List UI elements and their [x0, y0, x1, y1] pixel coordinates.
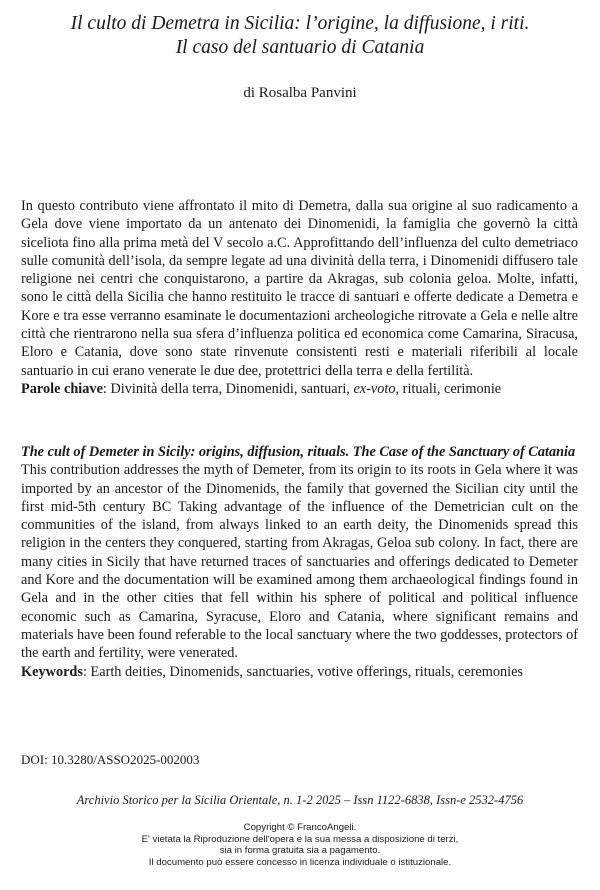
english-abstract-title: The cult of Demeter in Sicily: origins, diffusion, rituals. The Case of the Sanctuary of Catania: [21, 444, 576, 460]
copyright-notice: [0, 822, 600, 868]
copyright-line-2: E' vietata la Riproduzione dell'opera e la sua messa a disposizione di terzi,: [141, 833, 459, 845]
article-title-line-1: Il culto di Demetra in Sicilia: l’origine, la diffusione, i riti.: [70, 13, 530, 34]
copyright-line-3: sia in forma gratuita sia a pagamento.: [219, 845, 381, 856]
copyright-line-1: Copyright © FrancoAngeli.: [243, 822, 357, 833]
italian-abstract-body: In questo contributo viene affrontato il mito di Demetra, dalla sua origine al suo radicamento a Gela dove viene importato da un antenato dei Dinomenidi, la famiglia che governò la città siceliota fino alla prima metà del V secolo a.C. Approfittando dell’influenza del culto demetriaco sulle comunità dell’isola, da sempre legate ad una divinità della terra, i Dinomenidi diffusero tale religione nei centri che conquistarono, a partire da Akragas, sub colonia geloa. Molte, infatti, sono le città della Sicilia che hanno restituito le tracce di santuari e offerte dedicate a Demetra e Kore e tra esse verranno esaminate le documentazioni archeologiche ritrovate a Gela e nelle altre città che rientrarono nella sua sfera d’influenza politica ed economica come Camarina, Siracusa, Eloro e Catania, dove sono state rinvenute consistenti resti e materiali riferibili al locale santuario in cui erano venerate le due dee, protettrici della terra e della fertilità.: [21, 198, 578, 379]
english-keywords-label: Keywords: [21, 663, 83, 680]
italian-keywords-text-1: : Divinità della terra, Dinomenidi, santuari,: [102, 380, 354, 397]
english-keywords-text: : Earth deities, Dinomenids, sanctuaries, votive offerings, rituals, ceremonies: [82, 663, 523, 680]
english-abstract: [21, 443, 578, 681]
english-abstract-body: This contribution addresses the myth of Demeter, from its origin to its roots in Gela where it was imported by an ancestor of the Dinomenids, the family that governed the Sicilian city until the first mid-5th century BC Taking advantage of the influence of the Demetrician cult on the communities of the island, from always linked to an earth deity, the Dinomenids spread this religion in the centers they conquered, starting from Akragas, Geloa sub colony. In fact, there are many cities in Sicily that have returned traces of sanctuaries and offerings dedicated to Demeter and Kore and the documentation will be examined among them archaeological findings found in Gela and in the other cities that fell within his sphere of political and political influence economic such as Camarina, Syracuse, Eloro and Catania, where significant remains and materials have been found referable to the local sanctuary where the two goddesses, protectors of the earth and fertility, were venerated.: [21, 462, 578, 662]
copyright-line-4: Il documento può essere concesso in licenza individuale o istituzionale.: [148, 856, 452, 868]
italian-keywords-italic: ex-voto: [353, 380, 396, 397]
article-title-line-2: Il caso del santuario di Catania: [175, 37, 425, 58]
english-keywords: [21, 663, 578, 681]
doi-link[interactable]: DOI: 10.3280/ASSO2025-002003: [21, 752, 200, 767]
italian-abstract: [21, 197, 578, 398]
author-byline: di Rosalba Panvini: [243, 85, 357, 101]
article-title: [0, 12, 600, 60]
italian-keywords-label: Parole chiave: [21, 380, 103, 397]
italian-keywords: [21, 380, 578, 398]
journal-citation: Archivio Storico per la Sicilia Orientale, n. 1-2 2025 – Issn 1122-6838, Issn-e 2532-4756: [76, 793, 524, 807]
italian-keywords-text-2: , rituali, cerimonie: [395, 380, 502, 397]
